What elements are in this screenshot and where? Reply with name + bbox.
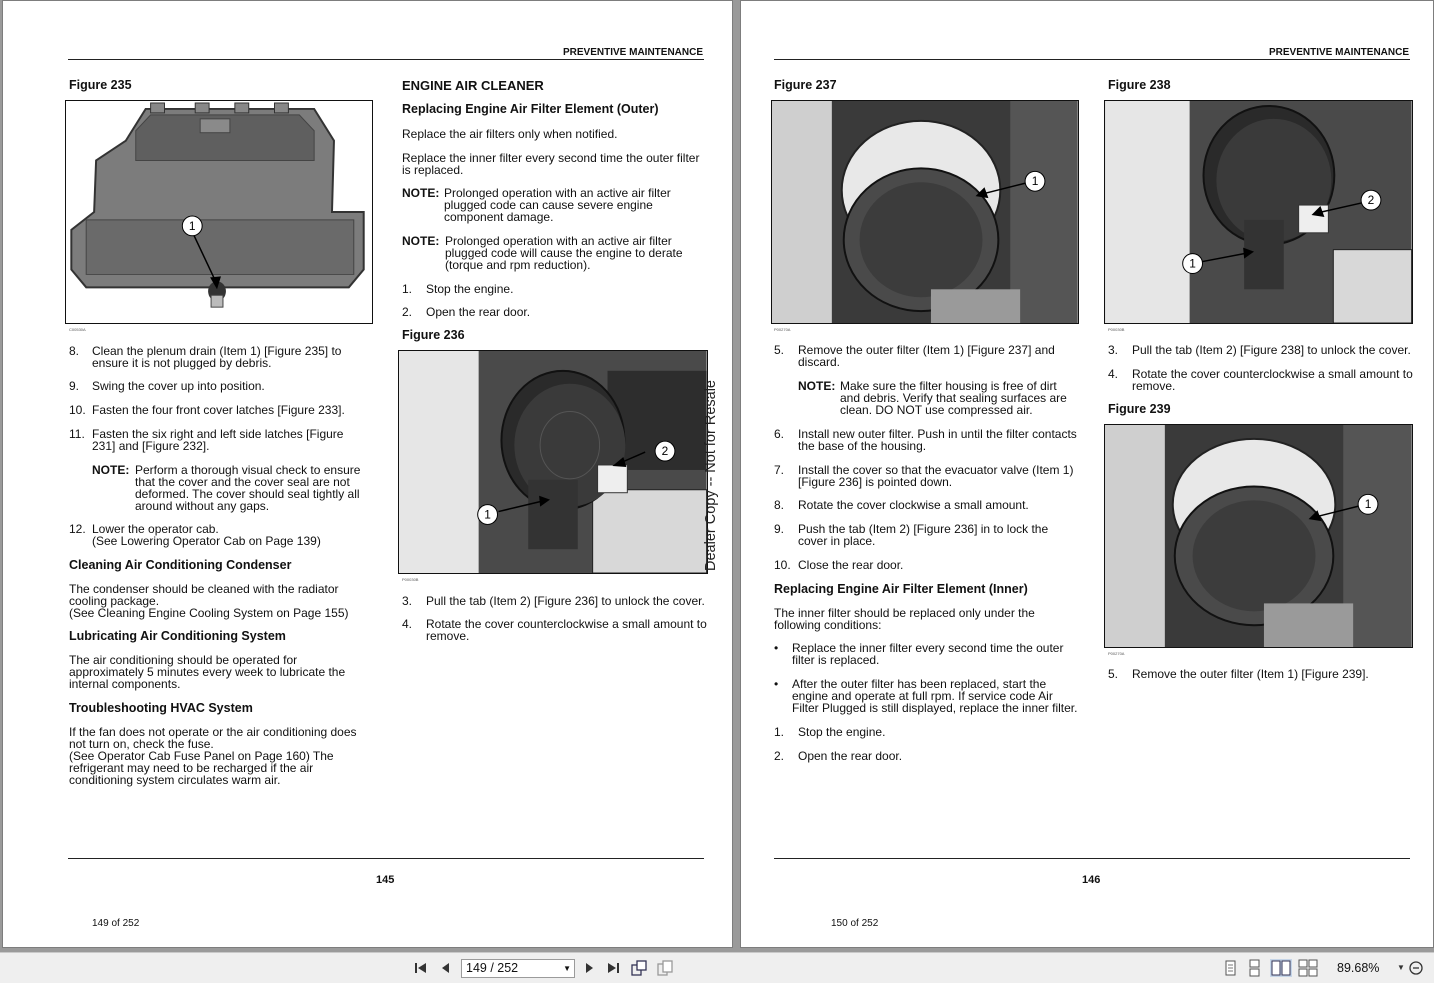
left-page: PREVENTIVE MAINTENANCE Figure 235 1 C00530A 8. Clean the plenum drain (Item 1) [Figure 235] to ensure it is not plugged by debris. 9. Swing the cover up into position. 10. Fasten the four front cover latches [Figure 233]. 11. Fasten the six right and left side latches [Figure 231] and [Figure 232]. NOTE: Perform a thorough visual check to ensure that the cover and the cover seal are not deformed. The cover should seal tightly all around without any gaps. 12. Lower the operator cab. (See Lowering Operator Cab on Page 139) Cleaning Air Conditioning Condenser The condenser should be cleaned with the radiator cooling package. (See Cleaning Engine Cooling System on Page 155) Lubricating Air Conditioning System The air conditioning should be operated for approximately 5 minutes every week to lubricate the internal components. Troubleshooting HVAC System If the fan does not operate or the air conditioning does not turn on, check the fuse. (See Operator Cab Fuse Panel on Page 160) The refrigerant may need to be recharged if the air conditioning system circulates warm air. ENGINE AIR CLEANER Replacing Engine Air Filter Element (Outer) Replace the air filters only when notified. Replace the inner filter every second time the outer filter is replaced. NOTE: Prolonged operation with an active air filter plugged code can cause severe engine component damage. NOTE: Prolonged operation with an active air filter plugged code will cause the engine to derate (torque and rpm reduction). 1. Stop the engine. 2. Open the rear door. Figure 236 2 1 P00030B 3. Pull the tab (Item 2) [Figure 236] to unlock the cover. 4. Rotate the cover counterclockwise a small amount to remove. Dealer Copy -- Not for Resale 145 149 of 252 [2,0,733,948]
zoom-level[interactable]: 89.68% [1337,961,1380,975]
page-number-input[interactable]: 149 / 252 ▼ [461,959,575,978]
paragraph: The air conditioning should be operated for approximately 5 minutes every week to lubricate the internal components. [69,653,346,691]
figure-237-code: P00270A [774,327,791,332]
compare-icon[interactable] [656,959,674,977]
figure-239-label: Figure 239 [1108,402,1171,416]
paragraph: Replace the inner filter every second time the outer filter is replaced. [402,151,700,177]
zoom-dropdown-icon[interactable]: ▼ [1397,963,1405,972]
figure-237-image [771,100,1079,324]
figure-236-label: Figure 236 [402,328,465,342]
two-page-icon[interactable] [1270,959,1292,977]
figure-236-callout-2: 2 [661,444,669,459]
figure-235-image [65,100,373,324]
first-page-icon[interactable] [412,959,430,977]
next-page-icon[interactable] [580,959,598,977]
rotate-view-icon[interactable] [630,959,648,977]
figure-238-label: Figure 238 [1108,78,1171,92]
chevron-down-icon[interactable]: ▼ [563,964,571,973]
page-number: 146 [1082,874,1101,886]
page-count: 149 of 252 [92,918,140,929]
footer-rule [774,858,1410,859]
page-number: 145 [376,874,395,886]
figure-238-callout-2: 2 [1367,193,1375,208]
section-title-outer-filter: Replacing Engine Air Filter Element (Outer) [402,102,659,116]
paragraph: The condenser should be cleaned with the radiator cooling package. (See Cleaning Engine Cooling System on Page 155) [69,582,349,620]
page-count: 150 of 252 [831,918,879,929]
section-title-engine-air-cleaner: ENGINE AIR CLEANER [402,78,544,93]
section-title-condenser: Cleaning Air Conditioning Condenser [69,558,292,572]
figure-235-code: C00530A [69,327,86,332]
footer-rule [68,858,704,859]
single-page-icon[interactable] [1221,959,1239,977]
figure-237-callout: 1 [1031,174,1039,189]
last-page-icon[interactable] [604,959,622,977]
figure-236-code: P00030B [402,577,419,582]
zoom-out-icon[interactable] [1407,959,1425,977]
page-header: PREVENTIVE MAINTENANCE [1268,47,1409,58]
section-title-lubricating: Lubricating Air Conditioning System [69,629,286,643]
section-title-inner-filter: Replacing Engine Air Filter Element (Inner) [774,582,1028,596]
watermark: Dealer Copy -- Not for Resale [703,380,719,571]
header-rule [774,59,1410,60]
paragraph: The inner filter should be replaced only under the following conditions: [774,606,1035,632]
figure-238-code: P00030B [1108,327,1125,332]
header-rule [68,59,704,60]
section-title-hvac: Troubleshooting HVAC System [69,701,253,715]
page-header: PREVENTIVE MAINTENANCE [562,47,703,58]
paragraph: If the fan does not operate or the air conditioning does not turn on, check the fuse. (See Operator Cab Fuse Panel on Page 160) The refrigerant may need to be recharged if the air conditioning system circulates warm air. [69,725,357,787]
right-page: PREVENTIVE MAINTENANCE Figure 237 1 P00270A Figure 238 2 1 P00030B 5. Remove the outer filter (Item 1) [Figure 237] and discard. NOTE: Make sure the filter housing is free of dirt and debris. Verify that sealing surfaces are clean. DO NOT use compressed air. 6. Install new outer filter. Push in until the filter contacts the base of the housing. 7. Install the cover so that the evacuator valve (Item 1) [Figure 236] is pointed down. 8. Rotate the cover clockwise a small amount. 9. Push the tab (Item 2) [Figure 236] in to lock the cover in place. 10. Close the rear door. Replacing Engine Air Filter Element (Inner) The inner filter should be replaced only under the following conditions: • Replace the inner filter every second time the outer filter is replaced. • After the outer filter has been replaced, start the engine and operate at full rpm. If service code Air Filter Plugged is still displayed, replace the inner filter. 1. Stop the engine. 2. Open the rear door. 3. Pull the tab (Item 2) [Figure 238] to unlock the cover. 4. Rotate the cover counterclockwise a small amount to remove. Figure 239 1 P00270A 5. Remove the outer filter (Item 1) [Figure 239]. 146 150 of 252 [740,0,1434,948]
figure-236-callout-1: 1 [484,507,491,522]
two-page-continuous-icon[interactable] [1297,959,1319,977]
bottom-toolbar [0,952,1434,983]
figure-239-image [1104,424,1413,648]
paragraph: Replace the air filters only when notified. [402,127,618,141]
continuous-icon[interactable] [1245,959,1263,977]
figure-239-code: P00270A [1108,651,1125,656]
prev-page-icon[interactable] [437,959,455,977]
figure-238-image [1104,100,1413,324]
figure-237-label: Figure 237 [774,78,837,92]
figure-236-image [398,350,708,574]
figure-235-callout: 1 [188,218,196,233]
figure-239-callout: 1 [1364,497,1372,512]
figure-235-label: Figure 235 [69,78,132,92]
figure-238-callout-1: 1 [1189,256,1196,271]
